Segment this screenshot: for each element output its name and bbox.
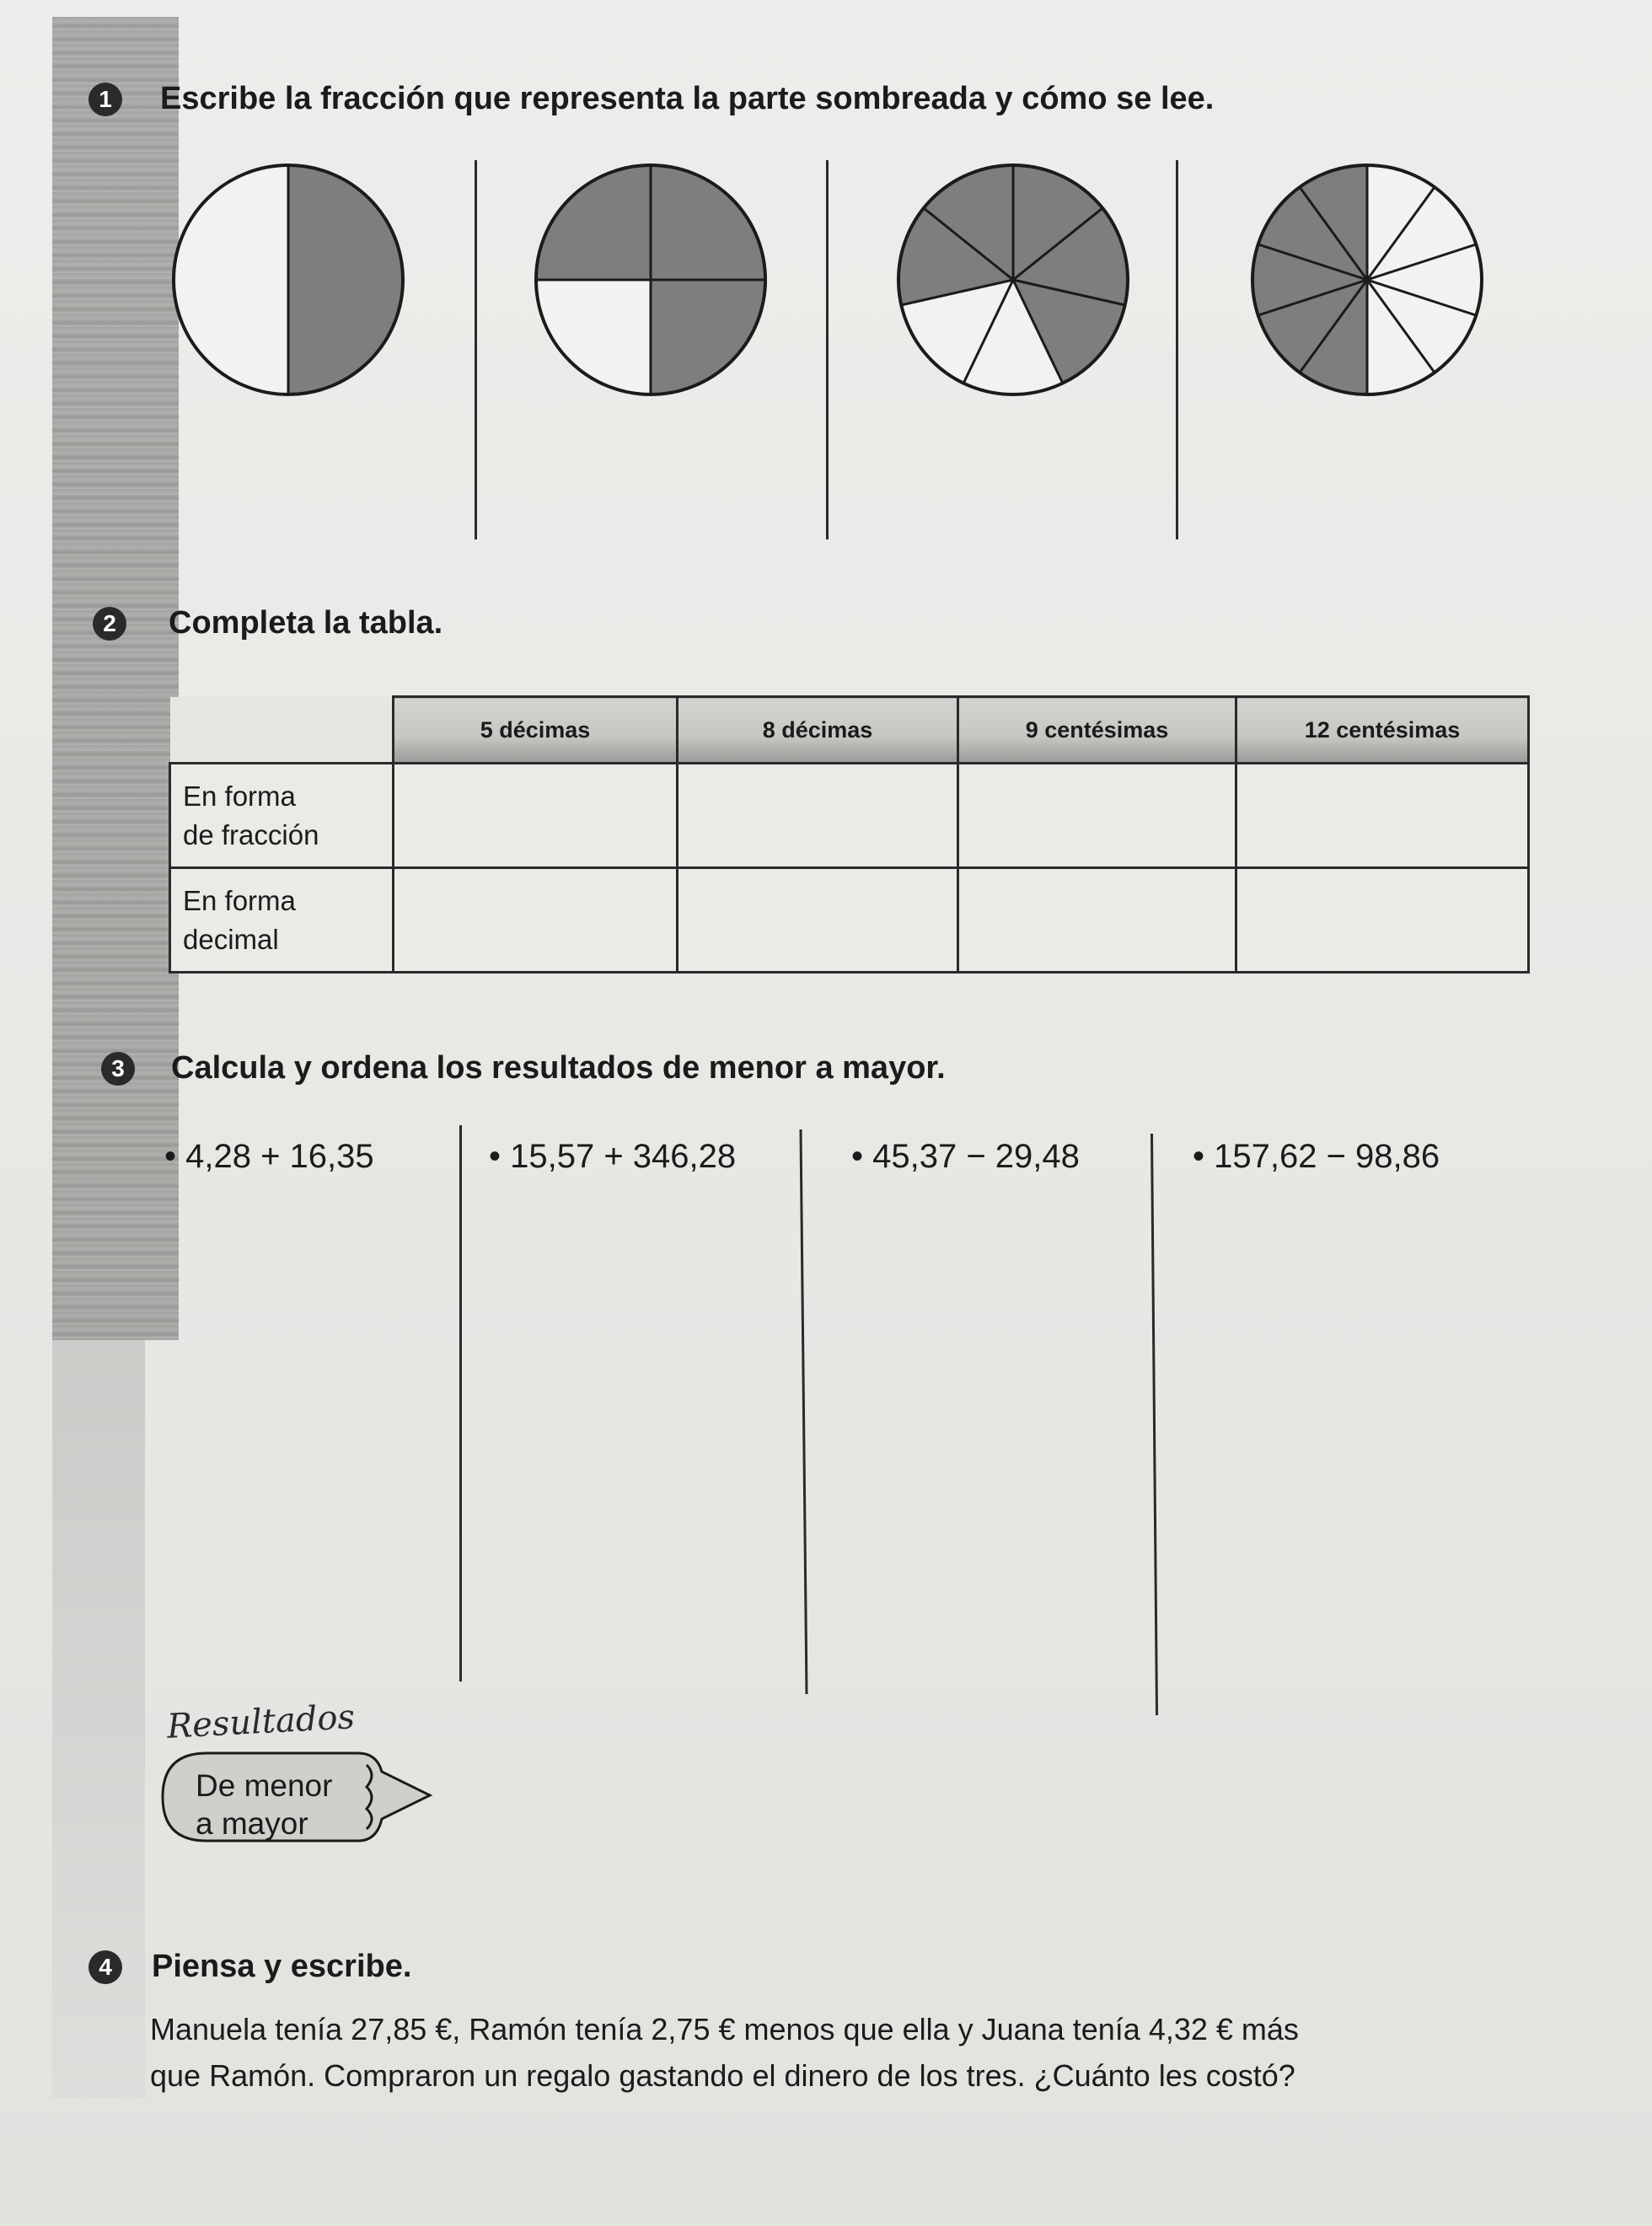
answer-cell[interactable] (394, 868, 678, 973)
divider-op-1 (459, 1125, 462, 1682)
operation-1: • 4,28 + 16,35 (164, 1138, 374, 1175)
operation-4: • 157,62 − 98,86 (1193, 1138, 1440, 1175)
table-corner (170, 697, 394, 764)
operation-2: • 15,57 + 346,28 (489, 1138, 737, 1175)
fraction-table (169, 695, 1530, 974)
row-label-line: decimal (183, 923, 279, 955)
exercise-3-instruction: Calcula y ordena los resultados de menor a mayor. (171, 1050, 946, 1086)
fraction-circle-quarters (531, 160, 771, 400)
column-header: 5 décimas (394, 697, 678, 764)
exercise-4-number: 4 (88, 1950, 122, 1984)
divider-op-2 (799, 1129, 807, 1694)
column-header: 8 décimas (678, 697, 958, 764)
fraction-circle-sevenths (893, 160, 1134, 400)
row-label-line: En forma (183, 780, 296, 812)
answer-cell[interactable] (678, 868, 958, 973)
problem-line: Manuela tenía 27,85 €, Ramón tenía 2,75 € menos que ella y Juana tenía 4,32 € más (150, 2012, 1299, 2046)
margin-shadow (52, 17, 179, 1340)
row-label-decimal (170, 868, 394, 973)
row-label-fraction (170, 764, 394, 868)
answer-cell[interactable] (678, 764, 958, 868)
exercise-2-instruction: Completa la tabla. (169, 605, 443, 641)
fraction-circle-tenths (1247, 160, 1488, 400)
margin-shadow-lower (52, 1340, 145, 2099)
exercise-1-instruction: Escribe la fracción que representa la parte sombreada y cómo se lee. (160, 81, 1215, 116)
row-label-line: En forma (183, 884, 296, 916)
table-row (170, 868, 1529, 973)
bubble-line: a mayor (196, 1806, 308, 1841)
exercise-3-number: 3 (101, 1052, 135, 1086)
bubble-line: De menor (196, 1768, 333, 1803)
exercise-4-instruction: Piensa y escribe. (152, 1949, 412, 1984)
table-header-row (170, 697, 1529, 764)
answer-cell[interactable] (1236, 764, 1529, 868)
divider-1 (475, 160, 477, 539)
divider-3 (1176, 160, 1178, 539)
answer-cell[interactable] (958, 868, 1236, 973)
answer-cell[interactable] (1236, 868, 1529, 973)
row-label-line: de fracción (183, 818, 319, 850)
answer-cell[interactable] (394, 764, 678, 868)
exercise-2-number: 2 (93, 607, 126, 641)
bubble-text (196, 1767, 332, 1842)
exercise-1-number: 1 (88, 83, 122, 116)
word-problem (150, 2006, 1482, 2099)
handwritten-resultados: Resultados (165, 1698, 357, 1746)
column-header: 9 centésimas (958, 697, 1236, 764)
column-header: 12 centésimas (1236, 697, 1529, 764)
problem-line: que Ramón. Compraron un regalo gastando el dinero de los tres. ¿Cuánto les costó? (150, 2058, 1295, 2093)
fraction-circle-halves (169, 160, 409, 400)
operation-3: • 45,37 − 29,48 (851, 1138, 1080, 1175)
divider-2 (826, 160, 829, 539)
table-row (170, 764, 1529, 868)
answer-cell[interactable] (958, 764, 1236, 868)
divider-op-3 (1150, 1134, 1158, 1715)
